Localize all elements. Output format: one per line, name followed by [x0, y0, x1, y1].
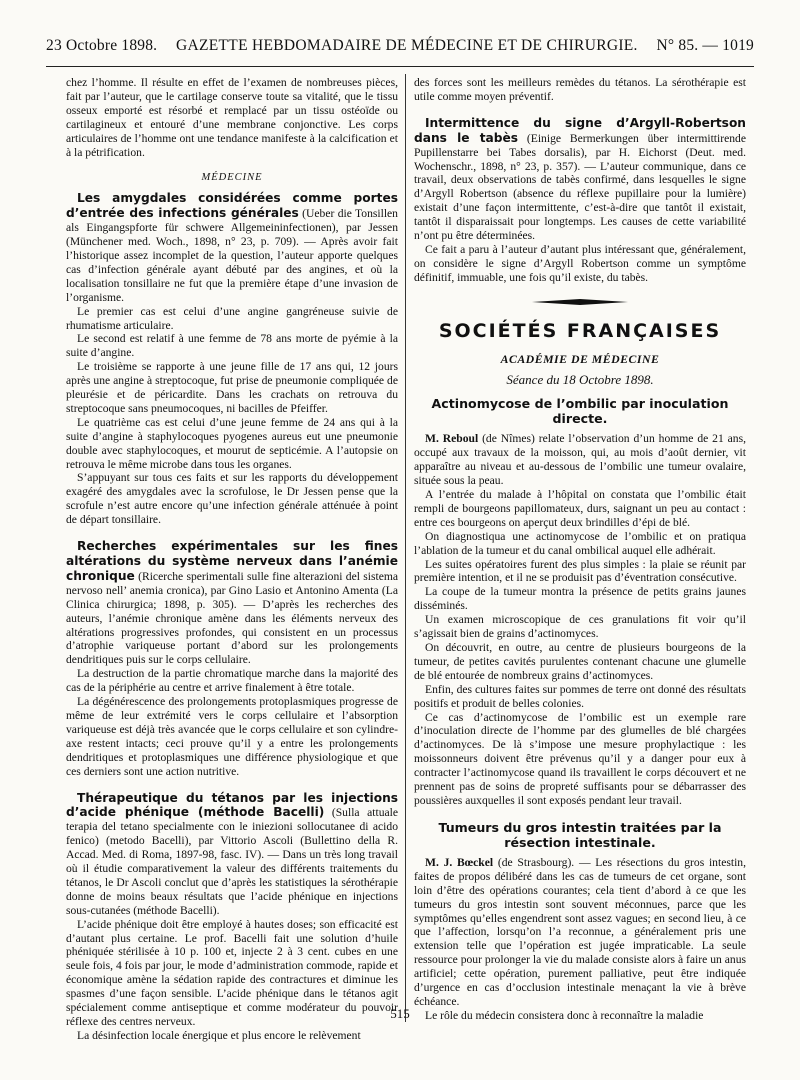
article-4-lead [414, 116, 746, 243]
page-number: 515 [390, 1006, 410, 1021]
article-2-title: Recherches expérimentales sur les fines altérations du système nerveux dans l’anémie chronique [66, 539, 398, 583]
article-3-paragraph: La désinfection locale énergique et plus encore le relèvement [77, 1028, 361, 1042]
article-3-paragraph: L’acide phénique doit être employé à hautes doses; son efficacité est d’autant plus certaine. Le prof. Bacelli fait une solution d’huile phéniquée stérilisée à 10 p. 100 et, injecte 2 à 3 cent. cubes en une seule fois, 4 fois par jour, le mode d’administration commode, rapide et économique amène la sédation rapide des contractures et diminue les spasmes d’une façon sensible. L’acide phénique dans le tétanos agit spécialement comme antiseptique et comme modérateur du pouvoir réflexe des centres nerveux. [66, 917, 398, 1028]
article-5-paragraph: Ce cas d’actinomycose de l’ombilic est un exemple rare d’inoculation directe de l’homme par des glumelles de blé chargées d’actinomyces. De là s’impose une mesure prophylactique : les moissonneurs doivent être prévenus qu’il y a danger pour eux à contracter l’actinomycose quand ils travaillent le corps découvert et ne prennent pas de soins de propreté suffisants pour se débarrasser des poussières auxquelles il sont exposés pendant leur travail. [414, 710, 746, 807]
article-2-paragraph: La destruction de la partie chromatique marche dans la majorité des cas de la périphérie au centre et arrive finalement à être totale. [66, 667, 398, 695]
article-2-lead-text: (Ricerche sperimentali sulle fine alterazioni del sistema nervoso nell’ anemia cronica), par Gino Lasio et Antonino Amenta (La Clinica chirurgica; 1898, p. 305). — D’après les recherches des auteurs, l’anémie chronique amène dans les éléments nerveux des altérations progressives profondes, qui consistent en un processus d’atrophie variqueuse portant d’abord sur les prolongements dendritiques puis sur le corps cellulaire. [66, 569, 398, 667]
article-1-paragraph: Le second est relatif à une femme de 78 ans morte de pyémie à la suite d’angine. [66, 332, 398, 360]
article-1-paragraph: Le quatrième cas est celui d’une jeune femme de 24 ans qui à la suite d’angine à staphylocoques pyogenes aureus eut une pneumonie double avec staphylocoques, et mourut de septicémie. A l’autopsie on retrouva le même microbe dans tous les organes. [66, 415, 398, 471]
article-3-lead [66, 791, 398, 918]
article-6-paragraph: Le rôle du médecin consistera donc à reconnaître la maladie [425, 1008, 704, 1022]
header-rule [46, 66, 754, 67]
article-5-paragraph: On découvrit, en outre, au centre de plusieurs bourgeons de la tumeur, de petites cavités purulentes contenant chacune une glumelle de blé entourée de nombreux grains d’actinomyces. [414, 641, 746, 682]
article-6-title: Tumeurs du gros intestin traitées par la résection intestinale. [438, 819, 722, 850]
article-1-lead-text: (Ueber die Tonsillen als Eingangspforte für schwere Allgemeininfectionen), par Jessen (Münchener med. Woch., 1898, n° 23, p. 709). — Après avoir fait l’historique assez incomplet de la question, l’auteur apporte quelques cas d’infection générale ayant débuté par des angines, et où la localisation tonsillaire ne fut que la première étape d’une invasion de l’organisme. [66, 207, 398, 304]
article-2-paragraph: La dégénérescence des prolongements protoplasmiques progresse de même de leur extrémité vers le corps cellulaire et l’absorption variqueuse est déjà très avancée que le corps cellulaire et son cylindre-axe restent intacts; ceci prouve qu’il y a entre les prolongements dendritiques et protoplasmiques une différence physiologique et que ces derniers sont une action nutritive. [66, 695, 398, 778]
article-1-lead [66, 191, 398, 304]
article-6-lead-text: (de Strasbourg). — Les résections du gros intestin, faites de propos délibéré dans les cas de tumeurs de cet organe, sont loin d’être des opérations courantes; cela tient d’abord à ce que les tumeurs du gros intestin sont souvent méconnues, parce que les symptômes qu’elles engendrent sont assez vagues; en second lieu, à ce que l’affection, lorsqu’on l’a reconnue, a généralement pris une extension telle que l’opération est jugée impraticable. La seule ressource pour prolonger la vie du malade consiste alors à faire un anus artificiel; cette opération, purement palliative, peut être indiquée d’urgence en cas d’occlusion intestinale menaçant la vie à brève échéance. [414, 855, 746, 1008]
article-3-title: Thérapeutique du tétanos par les injections d’acide phénique (méthode Bacelli) [66, 790, 398, 820]
academy-heading: ACADÉMIE DE MÉDECINE [500, 351, 660, 366]
article-5-paragraph: Les suites opératoires furent des plus simples : la plaie se réunit par première intention, et il ne se produisit pas d’éventration consécutive. [414, 557, 746, 585]
article-5-lead-text: (de Nîmes) relate l’observation d’un homme de 21 ans, occupé aux travaux de la moisson, qui, au mois d’août dernier, vit apparaître au niveau et au-dessous de l’ombilic une tumeur ovalaire, située sous la peau. [414, 432, 746, 488]
article-1-paragraph: Le premier cas est celui d’une angine gangréneuse suivie de rhumatisme articulaire. [66, 304, 398, 332]
article-4-paragraph: Ce fait a paru à l’auteur d’autant plus intéressant que, généralement, on considère le signe d’Argyll Robertson comme un symptôme définitif, immuable, une fois qu’il existe, du tabès. [414, 242, 746, 284]
article-4-lead-text: (Einige Bermerkungen über intermittirende Pupillenstarre bei Tabes dorsalis), par H. Eichorst (Deut. med. Wochenschr., 1898, n° 23, p. 357). — L’auteur communique, dans ce travail, deux observations de tabès confirmé, dans lesquelles le signe d’Argyll Robertson (absence du réflexe pupillaire pour la lumière) existait d’une façon intermittente, c’est-à-dire que tantôt il existait, tantôt il disparaissait pour longtemps. Les causes de cette variabilité n’ont pu être déterminées. [414, 131, 746, 243]
running-head [46, 37, 754, 59]
article-5-paragraph: Enfin, des cultures faites sur pommes de terre ont donné des résultats positifs et produit de belles colonies. [414, 682, 746, 710]
article-3-lead-text: (Sulla attuale terapia del tetano specialmente con le iniezioni sollocutanee di acido fenico) (metodo Bacelli), par Vittorio Ascoli (Bullettino della R. Accad. Med. di Roma, 1897-98, fasc. IV). — Dans un très long travail où il étudie comparativement la valeur des différents traitements du tétanos, le Dr Ascoli conclut que d’après les statistiques la sérothérapie donne de moins beaux résultats que l’acide phénique en injections sous-cutanées (méthode Bacelli). [66, 806, 398, 917]
section-label-medecine: MÉDECINE [201, 172, 263, 184]
header-date: 23 Octobre 1898. [46, 37, 158, 54]
article-5-paragraph: La coupe de la tumeur montra la présence de petits grains jaunes disséminés. [414, 585, 746, 613]
article-5-paragraph: Un examen microscopique de ces granulations fit voir qu’il s’agissait bien de grains d’actinomyces. [414, 613, 746, 641]
left-column [66, 76, 398, 1043]
article-6-author: M. J. Bœckel [425, 855, 494, 869]
article-5-author: M. Reboul [425, 432, 479, 446]
right-intro-paragraph: des forces sont les meilleurs remèdes du tétanos. La sérothérapie est utile comme moyen préventif. [414, 76, 746, 103]
article-5-lead [414, 432, 746, 488]
header-journal-title: GAZETTE HEBDOMADAIRE DE MÉDECINE ET DE CHIRURGIE. [176, 37, 638, 54]
article-5-paragraph: A l’entrée du malade à l’hôpital on constata que l’ombilic était rempli de bourgeons papillomateux, durs, saignant un peu au contact : entre ces bourgeons on aperçut deux brindilles d’épi de blé. [414, 488, 746, 529]
session-date: Séance du 18 Octobre 1898. [506, 371, 654, 387]
ornament-rule-icon [532, 297, 628, 307]
societies-heading: SOCIÉTÉS FRANÇAISES [438, 319, 722, 342]
article-1-title: Les amygdales considérées comme portes d’entrée des infections générales [66, 191, 398, 221]
right-column [414, 76, 746, 1023]
article-2-lead [66, 539, 398, 667]
article-5-title: Actinomycose de l’ombilic par inoculation directe. [431, 396, 729, 427]
article-4-title: Intermittence du signe d’Argyll-Robertson dans le tabès [414, 115, 746, 145]
article-1-paragraph: Le troisième se rapporte à une jeune fille de 17 ans qui, 12 jours après une angine à streptocoque, fut prise de pneumonie compliquée de pleurésie et de péricardite. Dans les crachats on retrouva du streptocoque sans pneumocoques, ni bacilles de Pfeiffer. [66, 360, 398, 415]
header-issue: N° 85. — 1019 [656, 37, 754, 54]
column-divider [405, 74, 406, 1022]
article-5-paragraph: On diagnostiqua une actinomycose de l’ombilic et on pratiqua l’ablation de la tumeur et du canal ombilical auquel elle adhérait. [414, 529, 746, 557]
article-1-paragraph: S’appuyant sur tous ces faits et sur les rapports du développement exagéré des amygdales avec la scrofulose, le Dr Jessen pense que la scrofule n’est autre encore qu’une infection générale atténuée à point de départ tonsillaire. [66, 471, 398, 527]
article-6-lead [414, 856, 746, 1009]
intro-paragraph: chez l’homme. Il résulte en effet de l’examen de nombreuses pièces, fait par l’auteur, que le cartilage conserve toute sa vitalité, que le tissu osseux emporté est résorbé et remplacé par un tissu ostéoïde ou cartilagineux et entouré d’une membrane conjonctive. Les corps articulaires de l’homme ont une tendance manifeste à la calcification et à la pétrification. [66, 76, 398, 159]
